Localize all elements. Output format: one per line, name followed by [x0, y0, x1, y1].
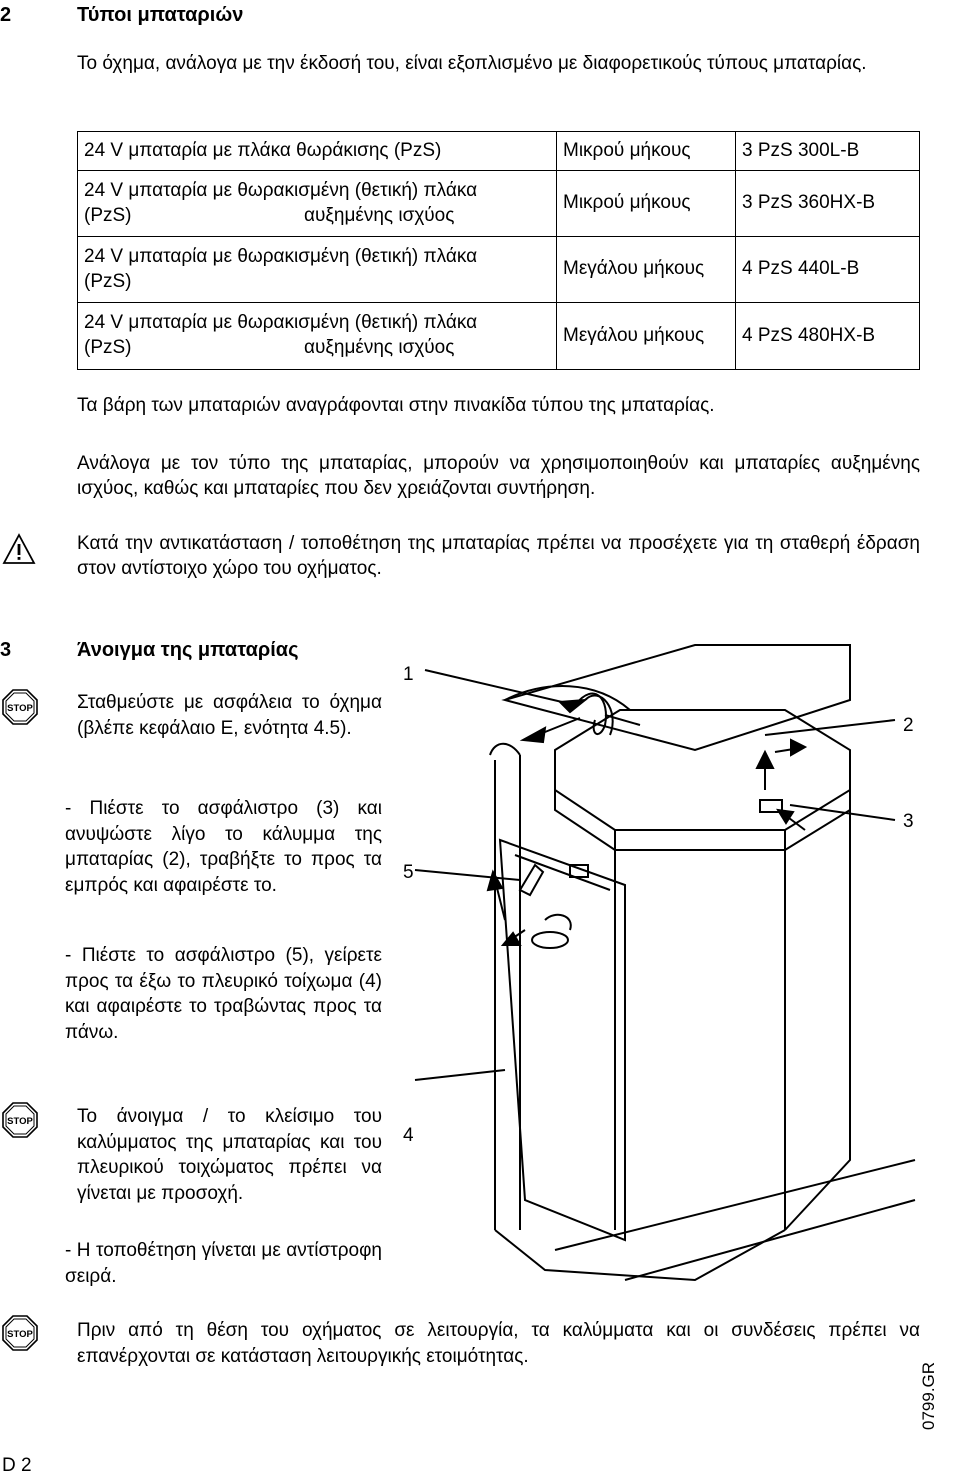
table-cell-description: [78, 237, 557, 303]
battery-types-table: [77, 131, 920, 370]
step-remove-cover: - Πιέστε το ασφάλιστρο (3) και ανυψώστε λίγο το κάλυμμα της μπαταρίας (2), τραβήξτε το προς τα εμπρός και αφαιρέστε το.: [65, 798, 382, 896]
table-row: [78, 303, 920, 370]
table-cell-size: Μικρού μήκους: [557, 132, 736, 171]
description-fragment: (PzS): [84, 337, 132, 358]
section-2-intro: Το όχημα, ανάλογα με την έκδοσή του, είναι εξοπλισμένο με διαφορετικούς τύπους μπαταρίας.: [77, 53, 867, 74]
table-cell-description: [78, 303, 557, 370]
section-3-title: Άνοιγμα της μπαταρίας: [77, 639, 299, 661]
figure-callout-5: 5: [403, 862, 414, 883]
stop-sign-icon: [2, 1315, 38, 1351]
description-fragment: αυξημένης ισχύος: [304, 337, 455, 358]
description-line: [84, 336, 550, 361]
stop-instruction-restore: Πριν από τη θέση του οχήματος σε λειτουργία, τα καλύμματα και οι συνδέσεις πρέπει να επανέρχονται σε κατάσταση λειτουργικής ετοιμότητας.: [77, 1320, 920, 1367]
warning-triangle-icon: [2, 533, 36, 565]
table-cell-model: 4 PzS 480HX-B: [736, 303, 920, 370]
stop-sign-label: STOP: [7, 1116, 33, 1127]
figure-callout-1: 1: [403, 664, 414, 685]
table-row: [78, 237, 920, 303]
stop-sign-label: STOP: [7, 1329, 33, 1340]
table-cell-description: 24 V μπαταρία με πλάκα θωράκισης (PzS): [78, 132, 557, 171]
table-row: [78, 132, 920, 171]
table-cell-size: Μικρού μήκους: [557, 171, 736, 237]
stop-instruction-park: Σταθμεύστε με ασφάλεια το όχημα (βλέπε κεφάλαιο Ε, ενότητα 4.5).: [77, 692, 382, 739]
step-reinstall: - Η τοποθέτηση γίνεται με αντίστροφη σειρά.: [65, 1240, 382, 1287]
figure-callout-2: 2: [903, 715, 914, 736]
table-row: [78, 171, 920, 237]
table-cell-model: 3 PzS 300L-B: [736, 132, 920, 171]
document-code: 0799.GR: [919, 1361, 938, 1430]
description-line: 24 V μπαταρία με θωρακισμένη (θετική) πλάκα: [84, 179, 478, 201]
section-3-number: 3: [0, 639, 12, 661]
table-cell-model: 3 PzS 360HX-B: [736, 171, 920, 237]
stop-instruction-care: Το άνοιγμα / το κλείσιμο του καλύμματος της μπαταρίας και του πλευρικού τοιχώματος πρέπει να γίνεται με προσοχή.: [77, 1106, 382, 1204]
battery-compartment-illustration: [395, 640, 920, 1290]
weights-note: Τα βάρη των μπαταριών αναγράφονται στην πινακίδα τύπου της μπαταρίας.: [77, 395, 715, 416]
figure-callout-3: 3: [903, 811, 914, 832]
section-2-number: 2: [0, 4, 12, 26]
warning-note: Κατά την αντικατάσταση / τοποθέτηση της μπαταρίας πρέπει να προσέχετε για τη σταθερή έδραση στον αντίστοιχο χώρο του οχήματος.: [77, 533, 920, 579]
stop-sign-icon: [2, 689, 38, 725]
description-line: [84, 204, 550, 229]
section-2-title: Τύποι μπαταριών: [77, 4, 244, 26]
figure-callout-4: 4: [403, 1125, 414, 1146]
table-cell-description: [78, 171, 557, 237]
description-line: 24 V μπαταρία με θωρακισμένη (θετική) πλάκα: [84, 245, 478, 267]
table-cell-model: 4 PzS 440L-B: [736, 237, 920, 303]
description-fragment: (PzS): [84, 204, 132, 226]
description-line: [84, 270, 550, 295]
step-remove-side-wall: - Πιέστε το ασφάλιστρο (5), γείρετε προς τα έξω το πλευρικό τοίχωμα (4) και αφαιρέστε το τραβώντας προς τα πάνω.: [65, 945, 382, 1043]
description-line: 24 V μπαταρία με θωρακισμένη (θετική) πλάκα: [84, 312, 478, 334]
battery-types-note: Ανάλογα με τον τύπο της μπαταρίας, μπορούν να χρησιμοποιηθούν και μπαταρίες αυξημένης ισχύος, καθώς και μπαταρίες που δεν χρειάζονται συντήρηση.: [77, 453, 920, 499]
stop-sign-icon: [2, 1102, 38, 1138]
stop-sign-label: STOP: [7, 703, 33, 714]
table-cell-size: Μεγάλου μήκους: [557, 237, 736, 303]
table-cell-size: Μεγάλου μήκους: [557, 303, 736, 370]
page-number: D 2: [2, 1455, 32, 1476]
description-fragment: (PzS): [84, 270, 132, 292]
description-fragment: αυξημένης ισχύος: [304, 204, 455, 226]
